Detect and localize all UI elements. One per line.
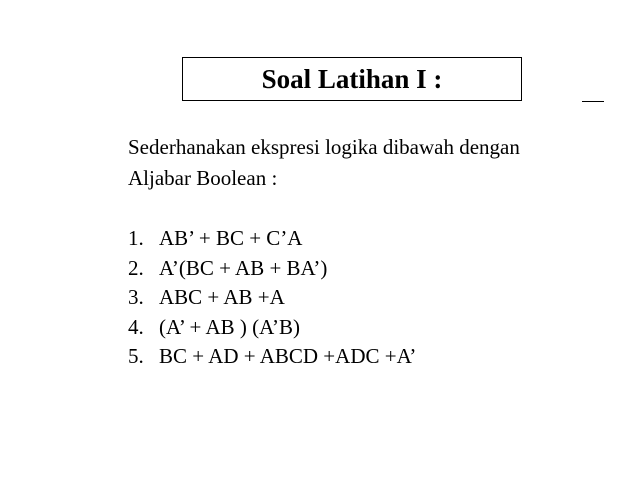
instruction-line-2: Aljabar Boolean : xyxy=(128,166,278,190)
exercise-item-2 xyxy=(128,254,598,284)
exercise-item-5 xyxy=(128,342,598,372)
exercise-expression: (A’ + AB ) (A’B) xyxy=(159,314,300,339)
exercise-number: 4. xyxy=(128,314,144,339)
exercise-item-1 xyxy=(128,224,598,254)
exercise-number: 3. xyxy=(128,285,144,309)
exercise-expression: AB’ + BC + C’A xyxy=(159,226,303,250)
instruction-text xyxy=(128,132,598,194)
title-box xyxy=(182,57,522,101)
exercise-expression: A’(BC + AB + BA’) xyxy=(159,255,328,280)
exercise-item-3 xyxy=(128,283,598,313)
exercise-number: 2. xyxy=(128,255,144,280)
exercise-number: 5. xyxy=(128,344,144,368)
exercise-list xyxy=(128,224,598,372)
slide-title: Soal Latihan I : xyxy=(261,63,443,94)
decorative-line xyxy=(582,101,604,102)
exercise-expression: ABC + AB +A xyxy=(159,285,285,309)
instruction-line-1: Sederhanakan ekspresi logika dibawah dengan xyxy=(128,135,520,159)
exercise-expression: BC + AD + ABCD +ADC +A’ xyxy=(159,344,417,368)
exercise-number: 1. xyxy=(128,226,144,250)
exercise-item-4 xyxy=(128,313,598,343)
